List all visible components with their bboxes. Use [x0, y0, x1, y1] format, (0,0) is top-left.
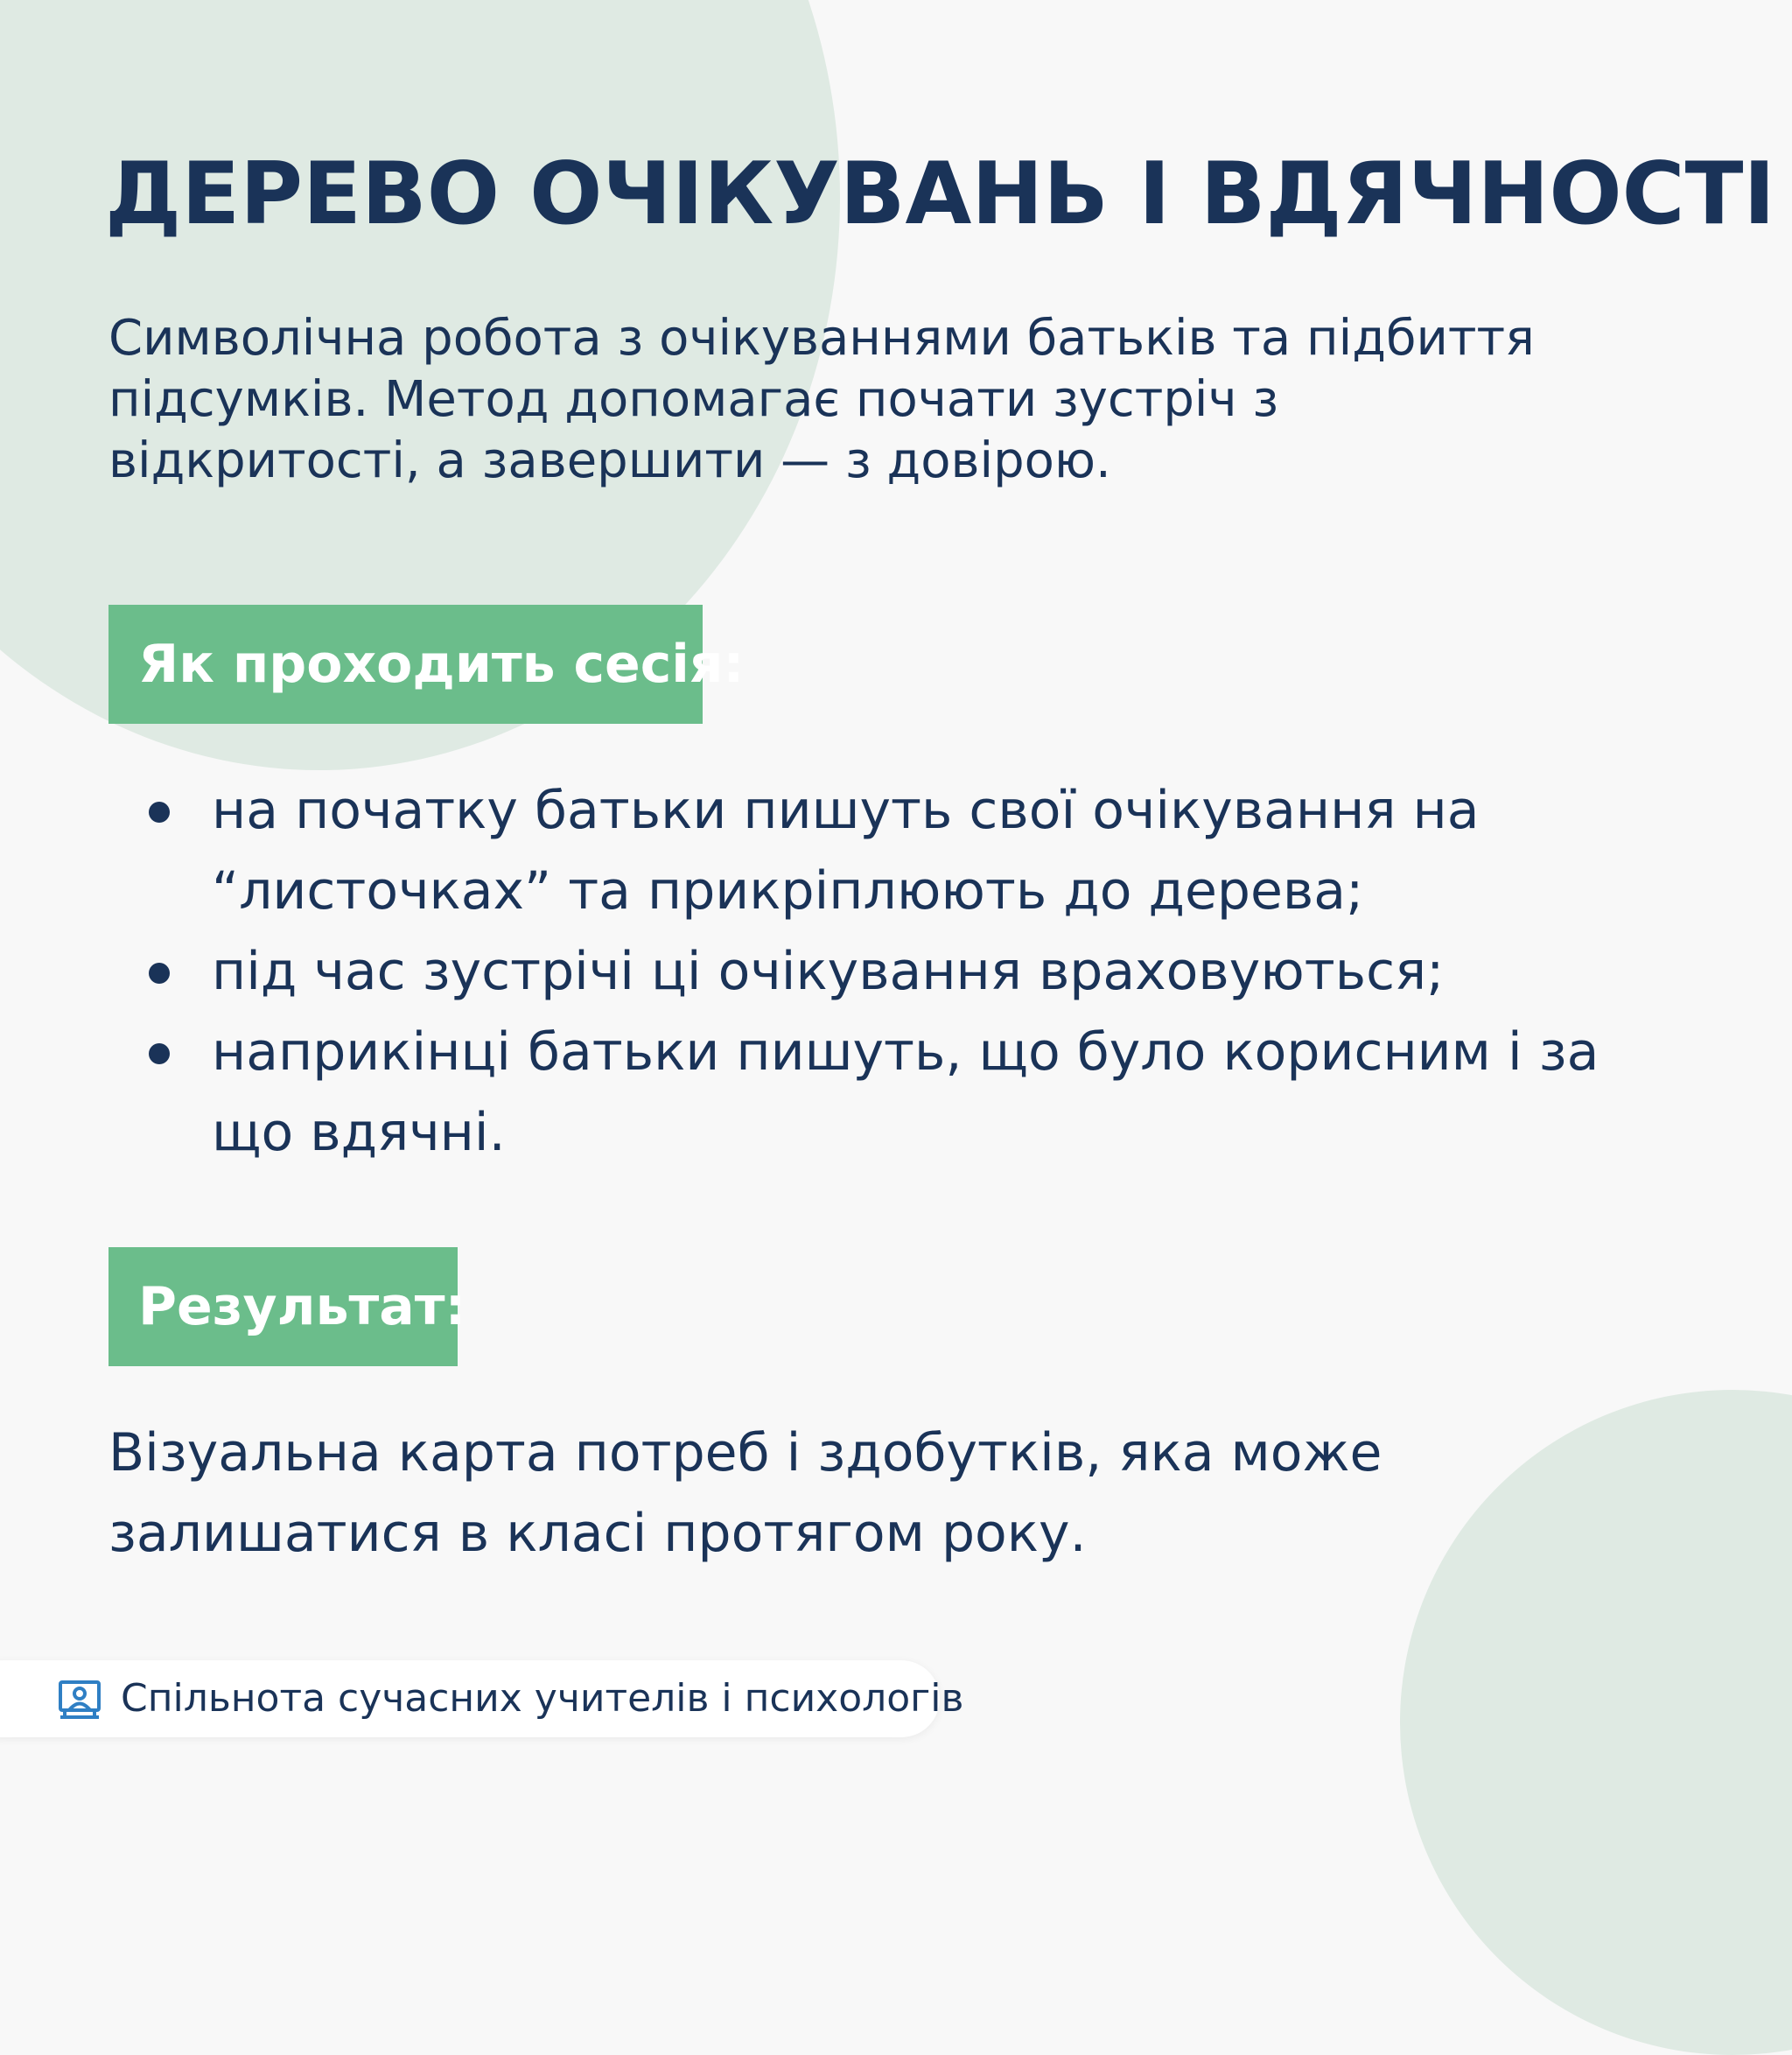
intro-line: Символічна робота з очікуваннями батьків та підбиття: [108, 310, 1535, 367]
list-item-line: на початку батьки пишуть свої очікування на: [212, 780, 1480, 841]
list-item: [149, 770, 1724, 931]
list-item-line: під час зустрічі ці очікування враховуються;: [212, 941, 1445, 1002]
list-item: [149, 1012, 1724, 1173]
steps-heading: Як проходить сесія:: [108, 605, 703, 724]
result-line: залишатися в класі протягом року.: [108, 1503, 1087, 1564]
result-paragraph: [108, 1413, 1684, 1574]
intro-line: відкритості, а завершити — з довірою.: [108, 432, 1111, 489]
list-item-line: наприкінці батьки пишуть, що було корисним і за: [212, 1021, 1600, 1083]
intro-paragraph: [108, 308, 1684, 492]
community-board-icon: [58, 1680, 102, 1720]
footer-text: Спільнота сучасних учителів і психологів: [121, 1676, 964, 1721]
list-item: [149, 931, 1724, 1012]
result-heading: Результат:: [108, 1247, 458, 1366]
list-item-line: що вдячні.: [212, 1102, 506, 1163]
result-line: Візуальна карта потреб і здобутків, яка може: [108, 1422, 1382, 1483]
list-item-line: “листочках” та прикріплюють до дерева;: [212, 860, 1364, 922]
footer-badge: [0, 1660, 964, 1737]
page-title: ДЕРЕВО ОЧІКУВАНЬ І ВДЯЧНОСТІ: [105, 144, 1775, 244]
intro-line: підсумків. Метод допомагає почати зустріч з: [108, 371, 1279, 428]
steps-list: [149, 770, 1724, 1173]
